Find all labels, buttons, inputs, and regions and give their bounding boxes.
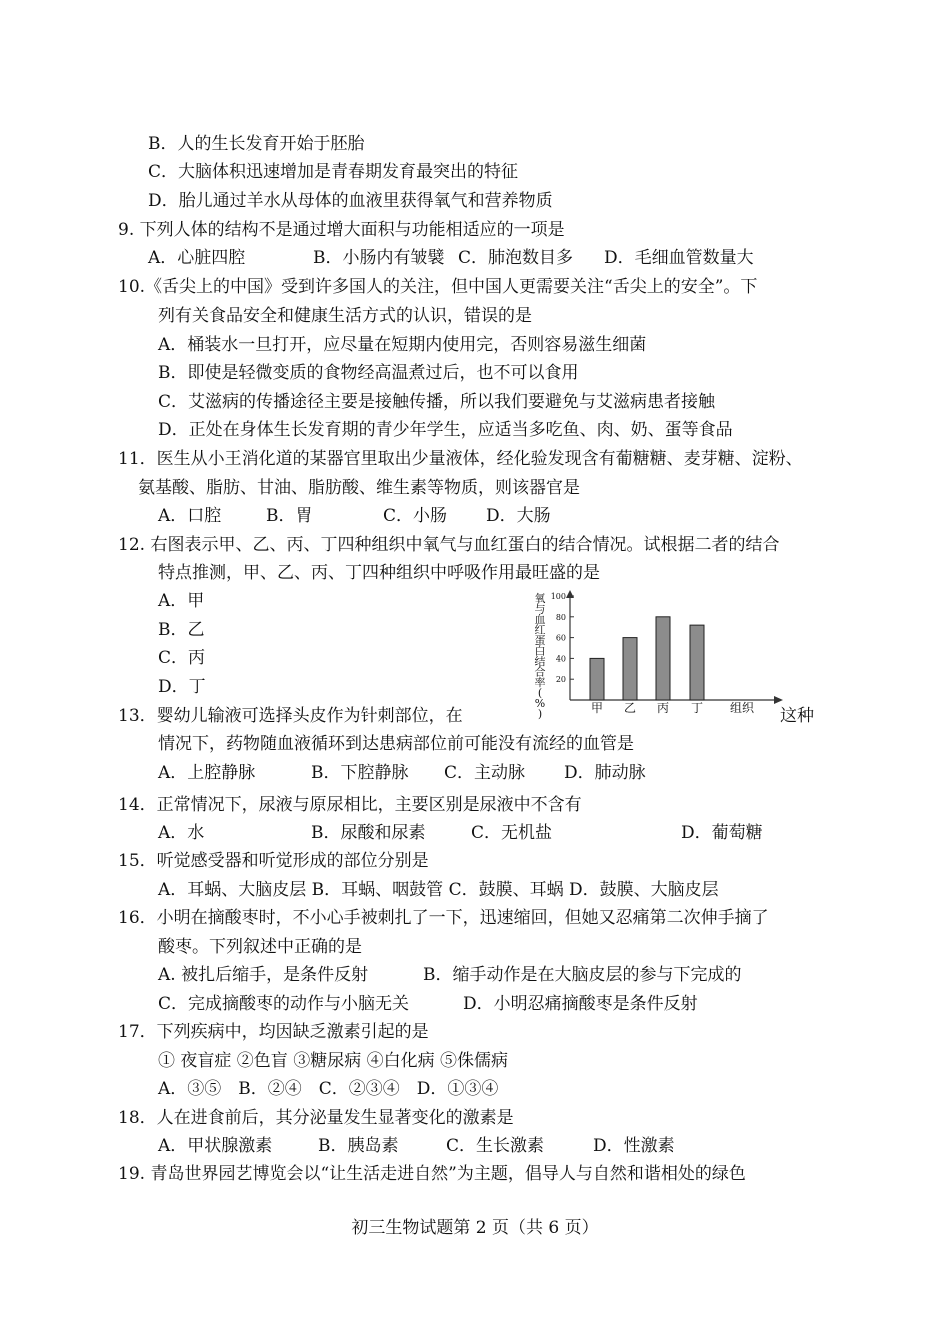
q14-option-d: D．葡萄糖 <box>681 823 763 843</box>
category-labels <box>591 701 703 715</box>
q15-options: A．耳蜗、大脑皮层 B．耳蜗、咽鼓管 C．鼓膜、耳蜗 D．鼓膜、大脑皮层 <box>158 880 719 900</box>
q13-option-d: D．肺动脉 <box>564 763 646 783</box>
q8-option-d: D．胎儿通过羊水从母体的血液里获得氧气和营养物质 <box>148 191 553 211</box>
q13-stem-line1a: 13．婴幼儿输液可选择头皮作为针刺部位，在 <box>118 706 463 726</box>
category-label-2: 丙 <box>656 701 670 715</box>
q12-option-a: A．甲 <box>158 591 205 611</box>
category-label-1: 乙 <box>623 701 637 715</box>
q8-option-b: B．人的生长发育开始于胚胎 <box>148 134 365 154</box>
q13-stem-line1b: 这种 <box>780 706 814 726</box>
oxygen-binding-bar-chart <box>496 588 796 720</box>
q16-options-row2 <box>158 992 698 1016</box>
q11-option-b: B．胃 <box>266 506 313 526</box>
y-axis-label <box>535 591 546 720</box>
q11-stem-line1: 11．医生从小王消化道的某器官里取出少量液体，经化验发现含有葡糖糖、麦芽糖、淀粉、 <box>118 449 803 469</box>
q13-option-c: C．主动脉 <box>444 763 526 783</box>
q12-option-b: B．乙 <box>158 620 205 640</box>
q10-stem-line1: 10.《舌尖上的中国》受到许多国人的关注，但中国人更需要关注“舌尖上的安全”。下 <box>118 277 758 297</box>
y-tick-label: 20 <box>555 675 566 685</box>
x-axis-label: 组织 <box>730 701 755 715</box>
q10-option-b: B．即使是轻微变质的食物经高温煮过后，也不可以食用 <box>158 363 579 383</box>
q17-stem: 17．下列疾病中，均因缺乏激素引起的是 <box>118 1022 429 1042</box>
q11-option-a: A．口腔 <box>158 506 222 526</box>
q14-option-a: A．水 <box>158 823 205 843</box>
category-label-0: 甲 <box>590 701 604 715</box>
q17-options: A．③⑤ B．②④ C．②③④ D．①③④ <box>158 1079 499 1099</box>
y-tick-label: 80 <box>555 612 566 622</box>
y-tick-label: 100 <box>550 592 566 601</box>
bar-0 <box>590 658 604 700</box>
bar-3 <box>690 625 704 700</box>
q9-option-a: A．心脏四腔 <box>148 248 246 268</box>
q9-option-d: D．毛细血管数量大 <box>604 248 754 268</box>
q16-option-b: B．缩手动作是在大脑皮层的参与下完成的 <box>423 965 742 985</box>
q11-stem-line2: 氨基酸、脂肪、甘油、脂肪酸、维生素等物质，则该器官是 <box>138 478 580 498</box>
q14-option-b: B．尿酸和尿素 <box>311 823 426 843</box>
q12-stem-line1: 12. 右图表示甲、乙、丙、丁四种组织中氧气与血红蛋白的结合情况。试根据二者的结合 <box>118 535 780 555</box>
q13-option-b: B．下腔静脉 <box>311 763 409 783</box>
q18-option-b: B．胰岛素 <box>318 1136 399 1156</box>
q16-stem-line1: 16．小明在摘酸枣时，不小心手被刺扎了一下，迅速缩回，但她又忍痛第二次伸手摘了 <box>118 908 769 928</box>
q18-option-a: A．甲状腺激素 <box>158 1136 273 1156</box>
y-tick-label: 40 <box>555 654 566 664</box>
q9-stem: 9. 下列人体的结构不是通过增大面积与功能相适应的一项是 <box>118 220 565 240</box>
page-footer: 初三生物试题第 2 页（共 6 页） <box>351 1218 599 1238</box>
q11-option-c: C．小肠 <box>383 506 448 526</box>
q9-option-c: C．肺泡数目多 <box>458 248 574 268</box>
q16-options-row1 <box>158 963 742 987</box>
bars <box>590 617 704 700</box>
q12-stem-line2: 特点推测，甲、乙、丙、丁四种组织中呼吸作用最旺盛的是 <box>158 563 600 583</box>
bar-1 <box>623 638 637 700</box>
q11-options <box>158 504 551 528</box>
q16-option-a: A. 被扎后缩手，是条件反射 <box>158 965 369 985</box>
q16-option-d: D．小明忍痛摘酸枣是条件反射 <box>463 994 698 1014</box>
q10-option-c: C．艾滋病的传播途径主要是接触传播，所以我们要避免与艾滋病患者接触 <box>158 392 716 412</box>
q12-option-c: C．丙 <box>158 648 206 668</box>
q17-items: ① 夜盲症 ②色盲 ③糖尿病 ④白化病 ⑤侏儒病 <box>158 1051 509 1071</box>
q18-options <box>158 1134 675 1158</box>
y-tick-label: 60 <box>555 633 566 643</box>
q9-options <box>148 246 754 270</box>
y-axis-label-text: 氧与血红蛋白结合率( % ) <box>534 592 546 720</box>
q8-option-c: C．大脑体积迅速增加是青春期发育最突出的特征 <box>148 162 519 182</box>
y-axis-arrow <box>566 590 574 598</box>
q13-option-a: A．上腔静脉 <box>158 763 256 783</box>
q14-stem: 14．正常情况下，尿液与原尿相比，主要区别是尿液中不含有 <box>118 795 582 815</box>
q9-option-b: B．小肠内有皱襞 <box>313 248 445 268</box>
q15-stem: 15．听觉感受器和听觉形成的部位分别是 <box>118 851 429 871</box>
q13-options <box>158 761 646 785</box>
q18-stem: 18．人在进食前后，其分泌量发生显著变化的激素是 <box>118 1108 514 1128</box>
q13-stem-line2: 情况下，药物随血液循环到达患病部位前可能没有流经的血管是 <box>158 734 634 754</box>
q19-stem: 19. 青岛世界园艺博览会以“让生活走进自然”为主题，倡导人与自然和谐相处的绿色 <box>118 1164 746 1184</box>
q14-options <box>158 821 763 845</box>
q18-option-c: C．生长激素 <box>446 1136 545 1156</box>
q11-option-d: D．大肠 <box>486 506 551 526</box>
q10-stem-line2: 列有关食品安全和健康生活方式的认识，错误的是 <box>158 306 532 326</box>
q10-option-a: A．桶装水一旦打开，应尽量在短期内使用完，否则容易滋生细菌 <box>158 335 647 355</box>
bar-2 <box>656 617 670 700</box>
q10-option-d: D．正处在身体生长发育期的青少年学生，应适当多吃鱼、肉、奶、蛋等食品 <box>158 420 733 440</box>
category-label-3: 丁 <box>690 701 704 715</box>
q14-option-c: C．无机盐 <box>471 823 553 843</box>
q18-option-d: D．性激素 <box>593 1136 675 1156</box>
q12-option-d: D．丁 <box>158 677 206 697</box>
x-axis-arrow <box>774 696 783 704</box>
q16-option-c: C．完成摘酸枣的动作与小脑无关 <box>158 994 410 1014</box>
q16-stem-line2: 酸枣。下列叙述中正确的是 <box>158 937 362 957</box>
